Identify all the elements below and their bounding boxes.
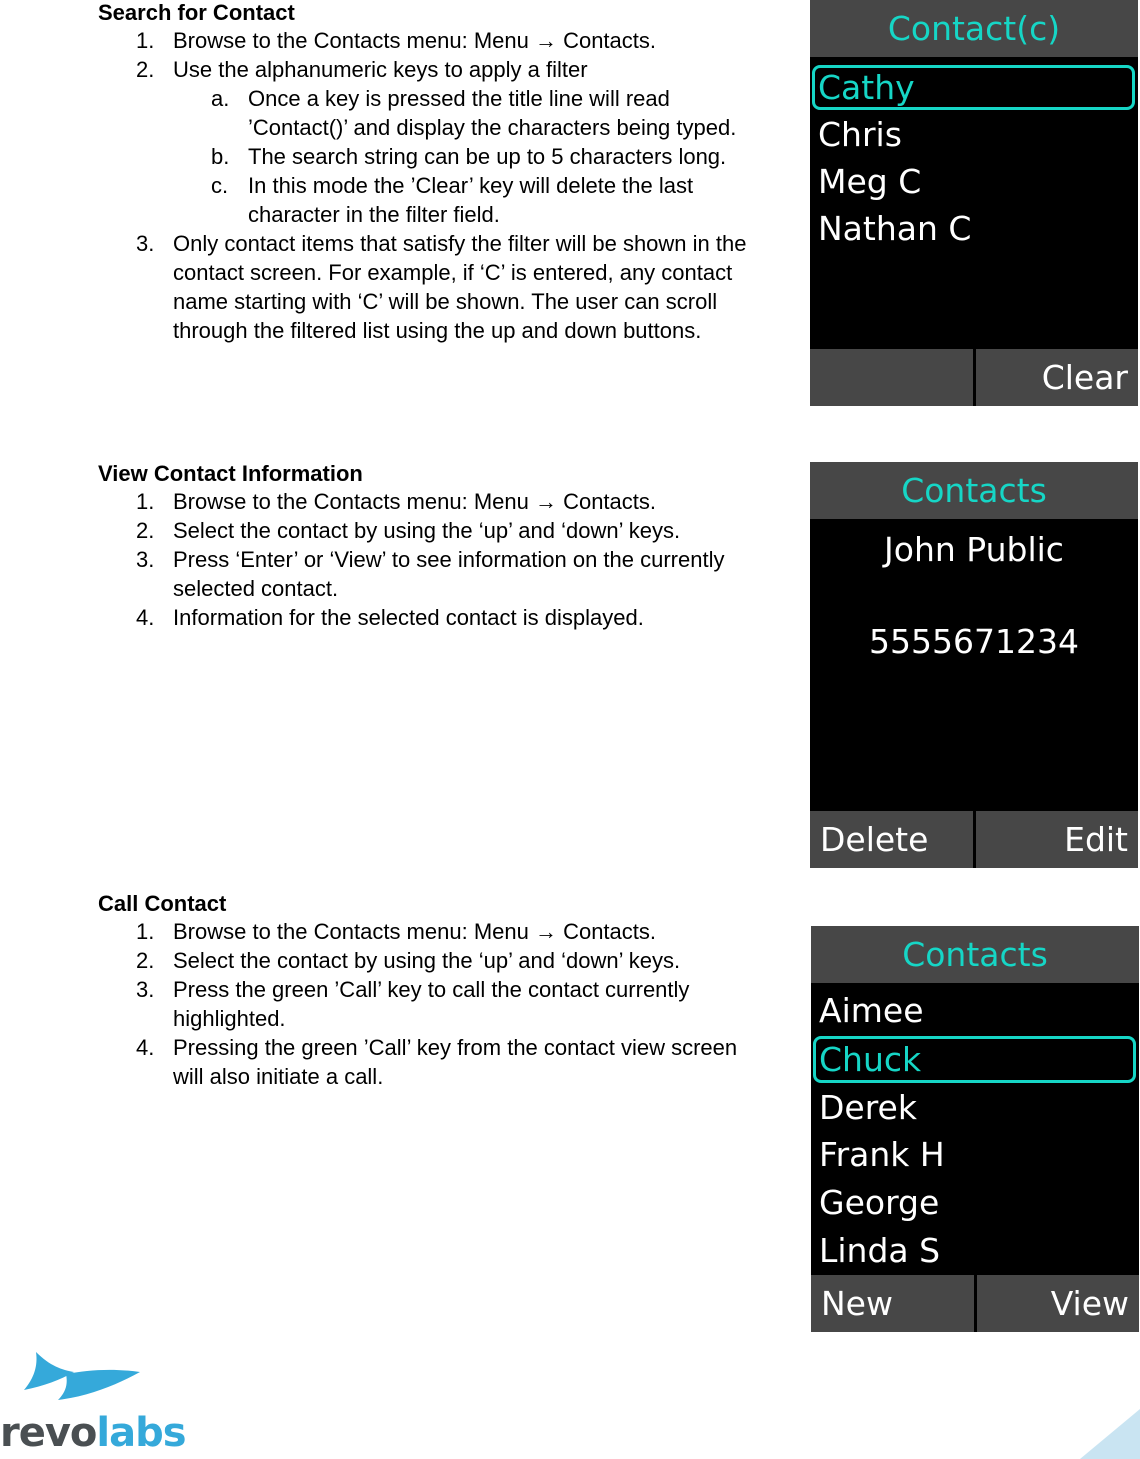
step-text: Only contact items that satisfy the filter will be shown in the contact screen. For example, if ‘C’ is entered, any contact name starting with ‘C’ will be shown. The user can scroll through the filtered list using the up and down buttons. — [173, 231, 747, 343]
left-softkey[interactable] — [810, 349, 973, 406]
clear-softkey[interactable]: Clear — [976, 349, 1139, 406]
list-item — [98, 545, 758, 603]
step-text: The search string can be up to 5 characters long. — [248, 144, 727, 169]
step-number: 1. — [136, 28, 155, 53]
step-text: Select the contact by using the ‘up’ and ‘down’ keys. — [173, 518, 681, 543]
list-item — [98, 487, 758, 516]
step-number: 3. — [136, 977, 155, 1002]
contact-item-meg-c[interactable]: Meg C — [818, 162, 922, 201]
contact-number: 5555671234 — [869, 622, 1079, 661]
contact-item-derek[interactable]: Derek — [819, 1088, 917, 1127]
list-item — [98, 84, 758, 142]
list-item — [98, 1033, 758, 1091]
softkey-bar — [810, 349, 1138, 406]
step-number: 4. — [136, 605, 155, 630]
steps-list — [98, 26, 758, 345]
step-text: Press ‘Enter’ or ‘View’ to see information on the currently selected contact. — [173, 547, 725, 601]
contact-item-chuck[interactable]: Chuck — [811, 1035, 1139, 1084]
list-item — [98, 171, 758, 229]
step-number: 4. — [136, 1035, 155, 1060]
section-heading: Search for Contact — [98, 0, 295, 25]
list-item — [98, 946, 758, 975]
logo-text-dark: revo — [0, 1410, 97, 1456]
softkey-bar — [810, 811, 1138, 868]
contact-item-linda-s[interactable]: Linda S — [819, 1231, 941, 1270]
list-item — [98, 975, 758, 1033]
contact-item-nathan-c[interactable]: Nathan C — [818, 209, 972, 248]
contact-item-cathy[interactable]: Cathy — [810, 64, 1138, 111]
step-text: Browse to the Contacts menu: Menu → Contacts. — [173, 28, 657, 53]
view-softkey[interactable]: View — [977, 1275, 1140, 1332]
section-heading: Call Contact — [98, 891, 227, 916]
list-item — [98, 603, 758, 632]
list-item — [98, 516, 758, 545]
list-item — [98, 26, 758, 55]
step-number: 2. — [136, 948, 155, 973]
contact-name: John Public — [884, 530, 1064, 569]
step-text: In this mode the ’Clear’ key will delete the last character in the filter field. — [248, 173, 694, 227]
screen-title: Contacts — [811, 926, 1139, 983]
list-item — [98, 229, 758, 345]
contact-item-chris[interactable]: Chris — [818, 115, 902, 154]
step-text: Browse to the Contacts menu: Menu → Contacts. — [173, 489, 657, 514]
contact-item-frank-h[interactable]: Frank H — [819, 1135, 945, 1174]
new-softkey[interactable]: New — [811, 1275, 974, 1332]
step-number: 1. — [136, 489, 155, 514]
contact-item-aimee[interactable]: Aimee — [819, 991, 924, 1030]
steps-list — [98, 917, 758, 1091]
list-item — [98, 917, 758, 946]
delete-softkey[interactable]: Delete — [810, 811, 973, 868]
search-contact-section — [98, 0, 758, 345]
step-number: a. — [211, 86, 230, 111]
step-text: Browse to the Contacts menu: Menu → Contacts. — [173, 919, 657, 944]
step-number: 3. — [136, 231, 155, 256]
softkey-bar — [811, 1275, 1139, 1332]
step-text: Use the alphanumeric keys to apply a filter — [173, 57, 588, 82]
step-number: 2. — [136, 57, 155, 82]
revolabs-logo — [0, 1408, 186, 1458]
step-text: Select the contact by using the ‘up’ and ‘down’ keys. — [173, 948, 681, 973]
view-contact-section — [98, 460, 758, 632]
edit-softkey[interactable]: Edit — [976, 811, 1139, 868]
screen-title: Contact(c) — [810, 0, 1138, 57]
section-heading: View Contact Information — [98, 461, 363, 486]
call-contact-section — [98, 890, 758, 1091]
phone-screen-detail — [810, 462, 1138, 868]
step-number: c. — [211, 173, 229, 198]
step-number: b. — [211, 144, 230, 169]
list-item — [98, 55, 758, 229]
screen-title: Contacts — [810, 462, 1138, 519]
step-number: 3. — [136, 547, 155, 572]
phone-screen-search — [810, 0, 1138, 406]
substeps-list — [98, 84, 758, 229]
step-text: Information for the selected contact is displayed. — [173, 605, 644, 630]
contact-list — [810, 64, 1138, 252]
list-item — [98, 142, 758, 171]
steps-list — [98, 487, 758, 632]
step-text: Once a key is pressed the title line will read ’Contact()’ and display the characters being typed. — [248, 86, 737, 140]
contact-item-george[interactable]: George — [819, 1183, 940, 1222]
step-number: 1. — [136, 919, 155, 944]
step-number: 2. — [136, 518, 155, 543]
phone-screen-list — [811, 926, 1139, 1332]
step-text: Press the green ’Call’ key to call the contact currently highlighted. — [173, 977, 690, 1031]
step-text: Pressing the green ’Call’ key from the contact view screen will also initiate a call. — [173, 1035, 738, 1089]
page-corner-icon — [1080, 1409, 1140, 1459]
logo-text-light: labs — [96, 1410, 186, 1456]
contact-list — [811, 986, 1139, 1274]
